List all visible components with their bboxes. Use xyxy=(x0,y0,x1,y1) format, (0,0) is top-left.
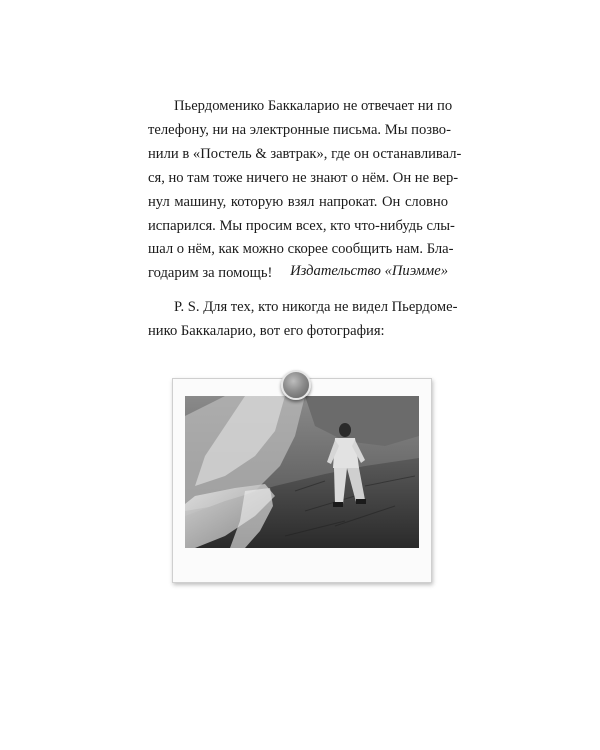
text-line: нул машину, которую взял напрокат. Он словно xyxy=(148,193,448,210)
text-line: телефону, ни на электронные письма. Мы позво- xyxy=(148,121,451,138)
missing-author-paragraph xyxy=(148,95,462,286)
text-line: P. S. Для тех, кто никогда не видел Пьердоме- xyxy=(174,299,458,315)
text-line: ся, но там тоже ничего не знают о нём. Он не вер- xyxy=(148,169,459,186)
text-line: годарим за помощь! xyxy=(148,265,273,282)
author-photo-frame xyxy=(172,378,432,583)
text-line: нико Баккаларио, вот его фотография: xyxy=(148,322,385,339)
text-line: шал о нём, как можно скорее сообщить нам. Бла- xyxy=(148,241,454,258)
text-line: Пьердоменико Баккаларио не отвечает ни по xyxy=(174,98,453,114)
author-photo xyxy=(185,396,419,548)
pushpin-icon xyxy=(281,370,311,400)
publisher-signature: Издательство «Пиэмме» xyxy=(290,263,448,279)
text-line: испарился. Мы просим всех, кто что-нибудь слы- xyxy=(148,217,455,234)
postscript-paragraph xyxy=(148,296,458,344)
text-line: нили в «Постель & завтрак», где он останавливал- xyxy=(148,145,462,162)
